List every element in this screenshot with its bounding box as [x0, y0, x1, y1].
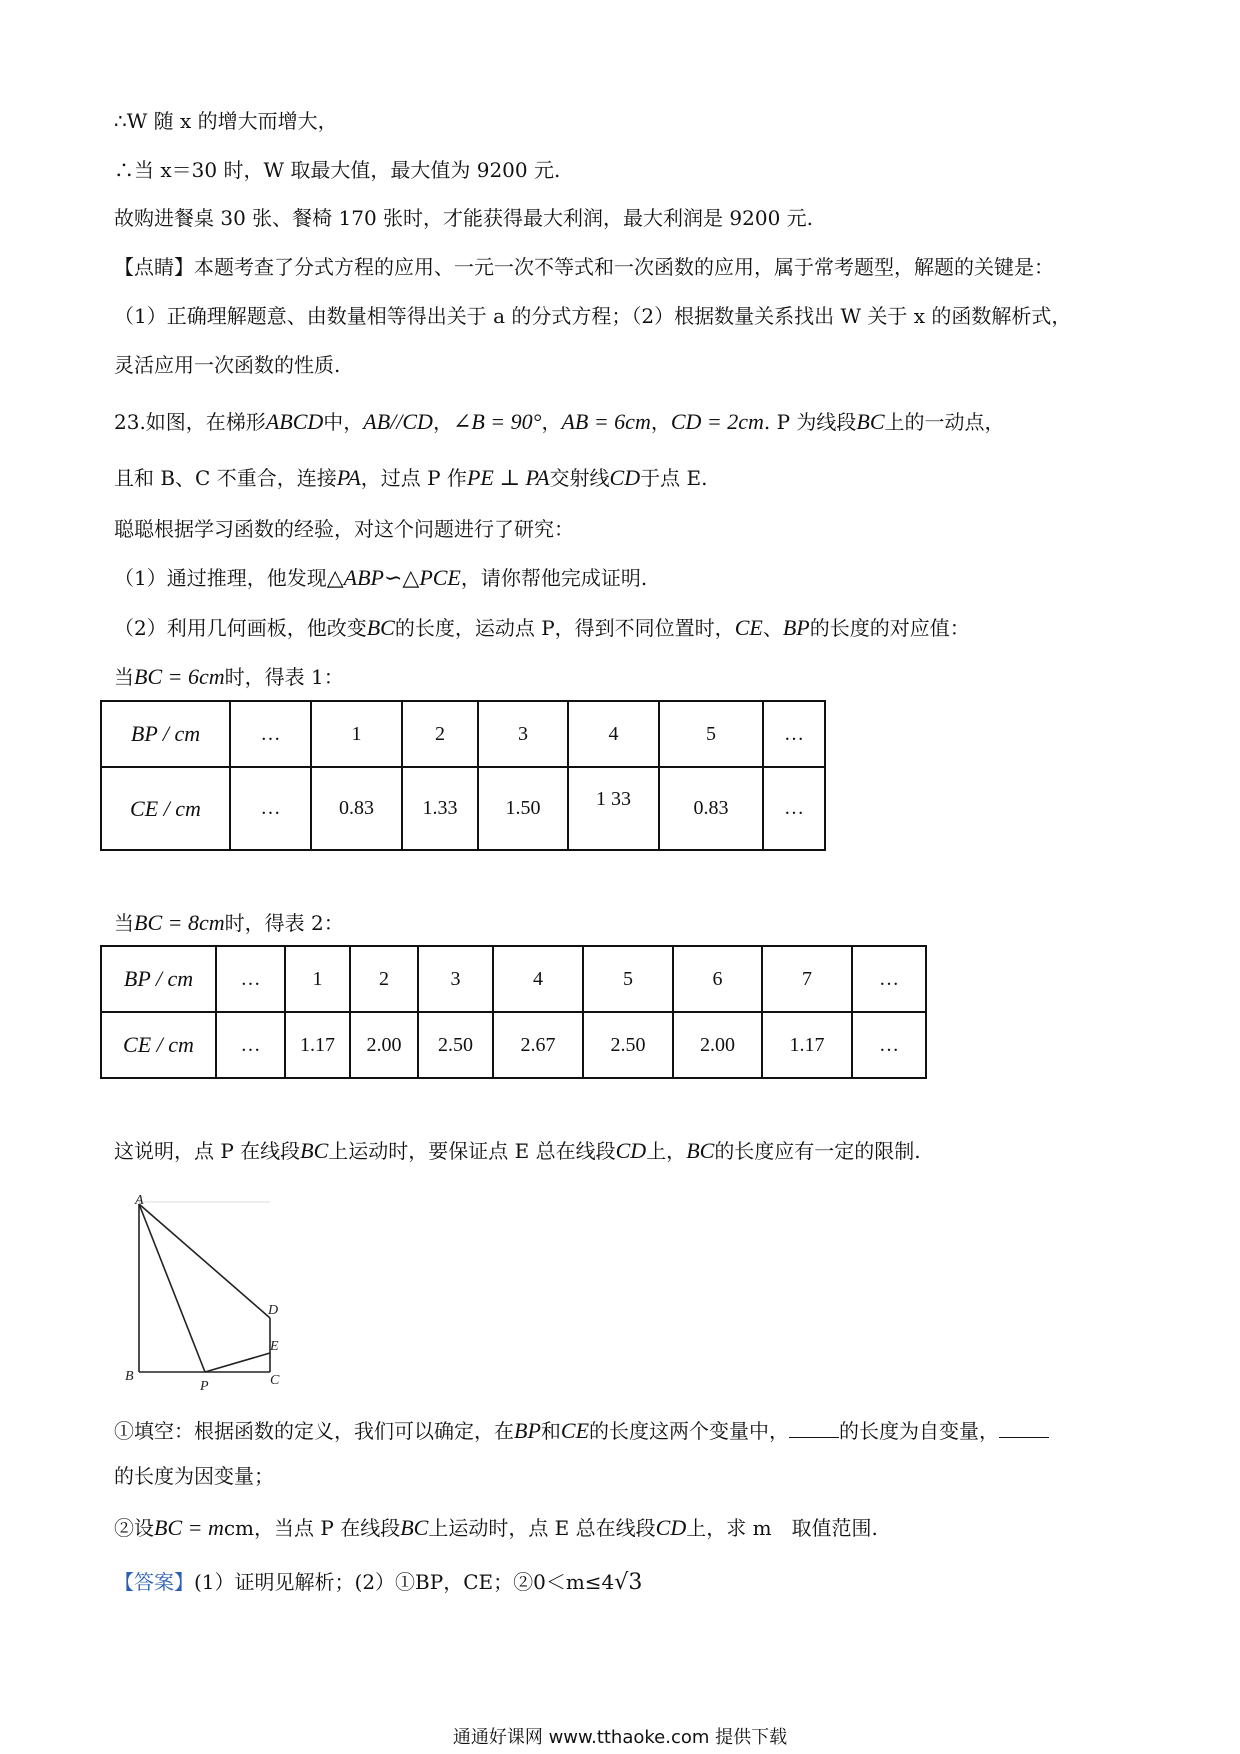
math: BC — [400, 1515, 429, 1540]
text: 的长度，运动点 P，得到不同位置时， — [394, 616, 735, 640]
math: PE ⊥ PA — [466, 465, 550, 490]
math: BC — [366, 615, 395, 640]
label-p: P — [200, 1379, 209, 1392]
table-cell: 2.67 — [493, 1012, 583, 1078]
table-cell: 3 — [418, 946, 493, 1012]
table-cell: 3 — [478, 701, 568, 767]
text: 的长度应有一定的限制. — [714, 1139, 921, 1163]
text: 当 — [114, 665, 134, 689]
segment-pa — [139, 1204, 205, 1372]
table-cell: 1.33 — [402, 767, 478, 850]
math: AB//CD — [363, 409, 433, 434]
text: （2）利用几何画板，他改变 — [114, 616, 367, 640]
table-cell: 4 — [493, 946, 583, 1012]
table-cell: … — [216, 946, 285, 1012]
text: 的长度为自变量， — [839, 1419, 1000, 1443]
question-line — [114, 666, 344, 688]
table-cell: 5 — [659, 701, 763, 767]
table-cell: 2.50 — [583, 1012, 673, 1078]
math: PA — [336, 465, 361, 490]
label-c: C — [270, 1373, 280, 1388]
math: CD — [615, 1138, 647, 1163]
table-cell: 7 — [762, 946, 852, 1012]
table-cell: 4 — [568, 701, 659, 767]
text: 的长度的对应值： — [809, 616, 970, 640]
math: ABCD — [265, 409, 324, 434]
math: AB = 6cm — [561, 409, 651, 434]
math: BC — [686, 1138, 715, 1163]
text: ②设 — [114, 1516, 154, 1540]
math: BP — [782, 615, 810, 640]
question-line — [114, 411, 1005, 433]
question-line — [114, 912, 344, 934]
table-cell: 1 — [285, 946, 350, 1012]
math: BC = m — [154, 1515, 224, 1540]
text: 中， — [323, 410, 364, 434]
question-line — [114, 1517, 878, 1539]
text: 上运动时，点 E 总在线段 — [428, 1516, 656, 1540]
answer-tag: 【答案】 — [114, 1570, 194, 1594]
table-cell: 2.50 — [418, 1012, 493, 1078]
math: BP — [514, 1418, 541, 1443]
question-line — [114, 1140, 921, 1162]
text: 上运动时，要保证点 E 总在线段 — [328, 1139, 616, 1163]
table-cell: 1 — [311, 701, 402, 767]
math: ∠B = 90° — [452, 409, 542, 434]
text: ①填空：根据函数的定义，我们可以确定，在 — [114, 1419, 514, 1443]
math: BC = 6cm — [134, 664, 225, 689]
text-line: 故购进餐桌 30 张、餐椅 170 张时，才能获得最大利润，最大利润是 9200 元. — [114, 206, 814, 230]
table-row — [101, 767, 825, 850]
question-line — [114, 1419, 1049, 1442]
table-cell: … — [763, 701, 825, 767]
table-cell: 0.83 — [659, 767, 763, 850]
text-line: （1）正确理解题意、由数量相等得出关于 a 的分式方程；（2）根据数量关系找出 W 关于 x 的函数解析式， — [114, 304, 1072, 328]
text-line: ∴当 x＝30 时，W 取最大值，最大值为 9200 元. — [114, 158, 561, 182]
text-line: ∴W 随 x 的增大而增大， — [114, 109, 338, 133]
table-2 — [100, 945, 927, 1079]
table-cell: 2 — [402, 701, 478, 767]
table-cell: 1.50 — [478, 767, 568, 850]
math: BC = 8cm — [134, 910, 225, 935]
table-cell: 0.83 — [311, 767, 402, 850]
table-cell: … — [852, 946, 926, 1012]
row-label: BP / cm — [101, 701, 230, 767]
math: CD = 2cm — [670, 409, 764, 434]
trapezoid-figure — [120, 1192, 290, 1392]
text: ， — [541, 410, 562, 434]
table-row — [101, 701, 825, 767]
table-1 — [100, 700, 826, 851]
segment-pe — [205, 1353, 270, 1372]
answer-blank — [999, 1419, 1049, 1438]
table-cell: 5 — [583, 946, 673, 1012]
side-ad — [139, 1204, 270, 1318]
label-b: B — [125, 1369, 134, 1384]
math: BC — [300, 1138, 329, 1163]
table-cell: … — [230, 767, 311, 850]
text-line: 的长度为因变量； — [114, 1464, 274, 1488]
math: BC — [856, 409, 885, 434]
table-row — [101, 946, 926, 1012]
note-line: 【点睛】本题考查了分式方程的应用、一元一次不等式和一次函数的应用，属于常考题型，解题的关键是： — [114, 255, 1054, 279]
question-line — [114, 567, 647, 589]
table-cell: 2 — [350, 946, 418, 1012]
text: 23.如图，在梯形 — [114, 410, 266, 434]
text: . P 为线段 — [763, 410, 857, 434]
table-cell: 6 — [673, 946, 762, 1012]
table-cell: 1 33 — [568, 767, 659, 850]
text: ， — [650, 410, 671, 434]
question-line — [114, 467, 707, 489]
row-label: CE / cm — [101, 767, 230, 850]
text: 上，求 m 取值范围. — [686, 1516, 878, 1540]
text-line: 灵活应用一次函数的性质. — [114, 353, 341, 377]
table-row — [101, 1012, 926, 1078]
text: 这说明，点 P 在线段 — [114, 1139, 301, 1163]
math: CE — [734, 615, 763, 640]
text: ， — [432, 410, 453, 434]
question-line — [114, 617, 970, 639]
text: 时，得表 1： — [224, 665, 344, 689]
table-cell: … — [852, 1012, 926, 1078]
row-label: CE / cm — [101, 1012, 216, 1078]
table-cell: … — [216, 1012, 285, 1078]
math: CE — [560, 1418, 590, 1443]
label-e: E — [270, 1339, 279, 1354]
text: 上的一动点， — [884, 410, 1005, 434]
table-cell: 2.00 — [350, 1012, 418, 1078]
table-cell: 1.17 — [285, 1012, 350, 1078]
text: （1）通过推理，他发现 — [114, 566, 327, 590]
table-cell: 2.00 — [673, 1012, 762, 1078]
table-cell: 1.17 — [762, 1012, 852, 1078]
math: CD — [609, 465, 641, 490]
text: cm，当点 P 在线段 — [223, 1516, 401, 1540]
text: 且和 B、C 不重合，连接 — [114, 466, 337, 490]
sqrt-math: √3 — [614, 1570, 643, 1595]
text: 交射线 — [549, 466, 610, 490]
label-a: A — [135, 1193, 144, 1208]
math: △ABP∽△PCE — [326, 565, 461, 590]
text: ，请你帮他完成证明. — [460, 566, 648, 590]
text: 的长度这两个变量中， — [589, 1419, 790, 1443]
label-d: D — [268, 1303, 279, 1318]
text: 、 — [762, 616, 783, 640]
text-line: 聪聪根据学习函数的经验，对这个问题进行了研究： — [114, 517, 574, 541]
math: CD — [655, 1515, 687, 1540]
text: 和 — [540, 1419, 561, 1443]
text: 当 — [114, 911, 134, 935]
footer: 通通好课网 www.tthaoke.com 提供下载 — [452, 1727, 788, 1748]
table-cell: … — [230, 701, 311, 767]
text: 时，得表 2： — [224, 911, 344, 935]
table-cell: … — [763, 767, 825, 850]
answer-text: (1）证明见解析；(2）①BP，CE；②0＜m≤4 — [194, 1570, 615, 1594]
text: 上， — [646, 1139, 687, 1163]
row-label: BP / cm — [101, 946, 216, 1012]
answer-line — [114, 1572, 642, 1594]
text: 于点 E. — [640, 466, 708, 490]
text: ，过点 P 作 — [360, 466, 467, 490]
answer-blank — [789, 1419, 839, 1438]
